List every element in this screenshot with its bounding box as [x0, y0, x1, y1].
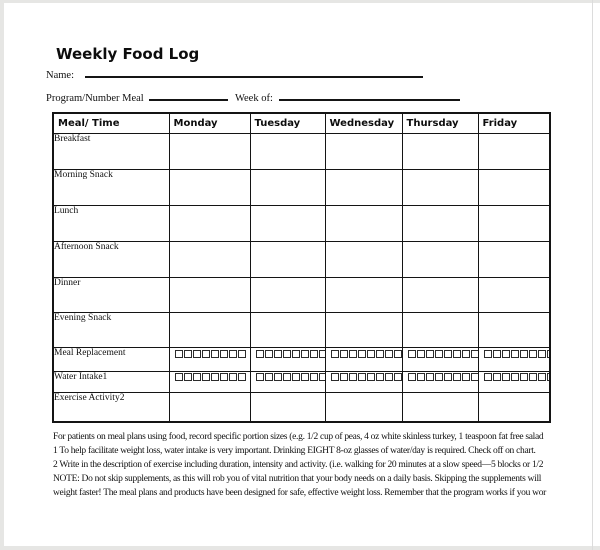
entry-cell[interactable] [402, 133, 478, 169]
entry-cell[interactable] [250, 392, 325, 422]
checkbox[interactable] [502, 350, 510, 358]
page-edge-top [0, 0, 600, 3]
row-label-evening-snack: Evening Snack [53, 312, 169, 347]
checkbox[interactable] [340, 373, 348, 381]
checkbox-cell[interactable] [250, 371, 325, 392]
entry-cell[interactable] [169, 277, 250, 312]
checkbox[interactable] [256, 350, 264, 358]
checkbox[interactable] [538, 350, 546, 358]
checkbox-cell[interactable] [325, 371, 402, 392]
checkbox[interactable] [408, 350, 416, 358]
checkbox[interactable] [349, 373, 357, 381]
checkbox-group [256, 350, 325, 358]
entry-cell[interactable] [478, 392, 550, 422]
checkbox[interactable] [376, 350, 384, 358]
entry-cell[interactable] [250, 205, 325, 241]
column-header-monday: Monday [169, 113, 250, 133]
checkbox[interactable] [484, 373, 492, 381]
checkbox[interactable] [283, 373, 291, 381]
checkbox-cell[interactable] [402, 371, 478, 392]
page-edge-bottom [0, 546, 600, 550]
checkbox[interactable] [319, 373, 326, 381]
entry-cell[interactable] [169, 169, 250, 205]
checkbox[interactable] [547, 350, 551, 358]
week-of-label: Week of: [234, 93, 273, 104]
checkbox[interactable] [256, 373, 264, 381]
checkbox[interactable] [484, 350, 492, 358]
checkbox[interactable] [238, 373, 246, 381]
checkbox[interactable] [444, 350, 452, 358]
entry-cell[interactable] [402, 169, 478, 205]
checkbox[interactable] [385, 373, 393, 381]
checkbox[interactable] [511, 373, 519, 381]
checkbox[interactable] [471, 350, 479, 358]
name-label: Name: [46, 70, 74, 81]
entry-cell[interactable] [402, 205, 478, 241]
checkbox-cell[interactable] [169, 347, 250, 371]
entry-cell[interactable] [325, 277, 402, 312]
checkbox[interactable] [538, 373, 546, 381]
checkbox[interactable] [426, 350, 434, 358]
checkbox[interactable] [229, 350, 237, 358]
entry-cell[interactable] [478, 169, 550, 205]
row-label-morning-snack: Morning Snack [53, 169, 169, 205]
checkbox-cell[interactable] [250, 347, 325, 371]
checkbox-group [484, 350, 550, 358]
name-line [46, 68, 423, 81]
row-label-water-intake: Water Intake1 [53, 371, 169, 392]
entry-cell[interactable] [250, 277, 325, 312]
checkbox-group [331, 350, 402, 358]
checkbox[interactable] [435, 350, 443, 358]
checkbox[interactable] [493, 350, 501, 358]
entry-cell[interactable] [478, 312, 550, 347]
checkbox[interactable] [358, 350, 366, 358]
checkbox[interactable] [220, 350, 228, 358]
entry-cell[interactable] [325, 312, 402, 347]
footnote-line: NOTE: Do not skip supplements, as this will rob you of vital nutrition that your body needs on a daily basis. Skipping the supplements will [53, 474, 542, 484]
checkbox[interactable] [417, 350, 425, 358]
row-label-lunch: Lunch [53, 205, 169, 241]
checkbox[interactable] [202, 350, 210, 358]
checkbox[interactable] [193, 373, 201, 381]
checkbox[interactable] [193, 350, 201, 358]
entry-cell[interactable] [169, 392, 250, 422]
entry-cell[interactable] [325, 133, 402, 169]
row-label-meal-replacement: Meal Replacement [53, 347, 169, 371]
checkbox[interactable] [408, 373, 416, 381]
table-header-row [53, 113, 550, 133]
checkbox[interactable] [444, 373, 452, 381]
column-header-wednesday: Wednesday [325, 113, 402, 133]
checkbox-cell[interactable] [478, 371, 550, 392]
checkbox[interactable] [340, 350, 348, 358]
checkbox[interactable] [331, 350, 339, 358]
checkbox-group [484, 373, 550, 381]
entry-cell[interactable] [325, 392, 402, 422]
checkbox[interactable] [238, 350, 246, 358]
checkbox[interactable] [310, 350, 318, 358]
entry-cell[interactable] [250, 133, 325, 169]
checkbox[interactable] [184, 350, 192, 358]
table-row-evening-snack [53, 312, 550, 347]
checkbox[interactable] [202, 373, 210, 381]
checkbox[interactable] [184, 373, 192, 381]
entry-cell[interactable] [478, 205, 550, 241]
checkbox-cell[interactable] [478, 347, 550, 371]
checkbox-group [331, 373, 402, 381]
checkbox[interactable] [310, 373, 318, 381]
checkbox[interactable] [211, 350, 219, 358]
footnotes-block [53, 430, 593, 500]
checkbox[interactable] [529, 350, 537, 358]
entry-cell[interactable] [250, 241, 325, 277]
row-label-breakfast: Breakfast [53, 133, 169, 169]
checkbox[interactable] [426, 373, 434, 381]
checkbox[interactable] [274, 350, 282, 358]
entry-cell[interactable] [478, 277, 550, 312]
checkbox-cell[interactable] [402, 347, 478, 371]
checkbox-group [256, 373, 325, 381]
checkbox[interactable] [462, 373, 470, 381]
column-header-thursday: Thursday [402, 113, 478, 133]
week-of-blank-field[interactable] [279, 91, 460, 101]
checkbox[interactable] [529, 373, 537, 381]
checkbox-cell[interactable] [169, 371, 250, 392]
checkbox[interactable] [462, 350, 470, 358]
entry-cell[interactable] [250, 169, 325, 205]
entry-cell[interactable] [478, 241, 550, 277]
checkbox[interactable] [175, 373, 183, 381]
checkbox[interactable] [301, 373, 309, 381]
checkbox[interactable] [453, 373, 461, 381]
entry-cell[interactable] [402, 277, 478, 312]
row-label-exercise-activity: Exercise Activity2 [53, 392, 169, 422]
row-label-dinner: Dinner [53, 277, 169, 312]
entry-cell[interactable] [325, 241, 402, 277]
checkbox[interactable] [220, 373, 228, 381]
column-header-friday: Friday [478, 113, 550, 133]
checkbox[interactable] [358, 373, 366, 381]
entry-cell[interactable] [169, 312, 250, 347]
checkbox[interactable] [367, 373, 375, 381]
program-week-line [46, 91, 460, 104]
table-row-dinner [53, 277, 550, 312]
row-label-afternoon-snack: Afternoon Snack [53, 241, 169, 277]
checkbox[interactable] [394, 373, 402, 381]
entry-cell[interactable] [325, 205, 402, 241]
table-row-morning-snack [53, 169, 550, 205]
page-edge-left [0, 0, 4, 550]
footnote-line: For patients on meal plans using food, record specific portion sizes (e.g. 1/2 cup of peas, 4 oz white skinless turkey, 1 teaspoon fat free salad [53, 432, 544, 442]
table-row-meal-replacement [53, 347, 550, 371]
checkbox[interactable] [385, 350, 393, 358]
entry-cell[interactable] [169, 205, 250, 241]
checkbox[interactable] [520, 350, 528, 358]
checkbox[interactable] [367, 350, 375, 358]
checkbox[interactable] [511, 350, 519, 358]
entry-cell[interactable] [402, 392, 478, 422]
checkbox-cell[interactable] [325, 347, 402, 371]
entry-cell[interactable] [402, 241, 478, 277]
checkbox[interactable] [175, 350, 183, 358]
entry-cell[interactable] [478, 133, 550, 169]
entry-cell[interactable] [402, 312, 478, 347]
checkbox-group [175, 350, 250, 358]
footnote-line: 1 To help facilitate weight loss, water intake is very important. Drinking EIGHT 8-oz glasses of water/day is required. Check off on chart. [53, 446, 536, 456]
checkbox[interactable] [547, 373, 551, 381]
checkbox[interactable] [301, 350, 309, 358]
name-blank-field[interactable] [85, 68, 423, 78]
column-header-meal-time: Meal/ Time [53, 113, 169, 133]
checkbox[interactable] [292, 373, 300, 381]
footnote-line: weight faster! The meal plans and products have been designed for safe, effective weight loss. Remember that the program works if you wor [53, 488, 547, 498]
table-row-exercise-activity [53, 392, 550, 422]
program-meal-label: Program/Number Meal [46, 93, 144, 104]
weekly-food-log-table [52, 112, 551, 423]
page-title: Weekly Food Log [56, 45, 200, 63]
checkbox[interactable] [265, 350, 273, 358]
table-row-afternoon-snack [53, 241, 550, 277]
checkbox-group [175, 373, 250, 381]
table-row-water-intake [53, 371, 550, 392]
table-row-breakfast [53, 133, 550, 169]
checkbox[interactable] [493, 373, 501, 381]
checkbox[interactable] [331, 373, 339, 381]
checkbox[interactable] [283, 350, 291, 358]
checkbox[interactable] [349, 350, 357, 358]
checkbox[interactable] [292, 350, 300, 358]
footnote-line: 2 Write in the description of exercise including duration, intensity and activity. (i.e. walking for 20 minutes at a slow speed—5 blocks or 1/2 [53, 460, 544, 470]
checkbox[interactable] [435, 373, 443, 381]
entry-cell[interactable] [169, 241, 250, 277]
checkbox[interactable] [502, 373, 510, 381]
checkbox[interactable] [274, 373, 282, 381]
checkbox[interactable] [520, 373, 528, 381]
checkbox[interactable] [471, 373, 479, 381]
checkbox[interactable] [229, 373, 237, 381]
table-row-lunch [53, 205, 550, 241]
checkbox[interactable] [394, 350, 402, 358]
checkbox[interactable] [417, 373, 425, 381]
checkbox[interactable] [211, 373, 219, 381]
entry-cell[interactable] [169, 133, 250, 169]
checkbox[interactable] [376, 373, 384, 381]
checkbox-group [408, 373, 478, 381]
entry-cell[interactable] [250, 312, 325, 347]
entry-cell[interactable] [325, 169, 402, 205]
checkbox[interactable] [319, 350, 326, 358]
checkbox-group [408, 350, 478, 358]
program-meal-blank-field[interactable] [149, 91, 228, 101]
checkbox[interactable] [453, 350, 461, 358]
column-header-tuesday: Tuesday [250, 113, 325, 133]
checkbox[interactable] [265, 373, 273, 381]
